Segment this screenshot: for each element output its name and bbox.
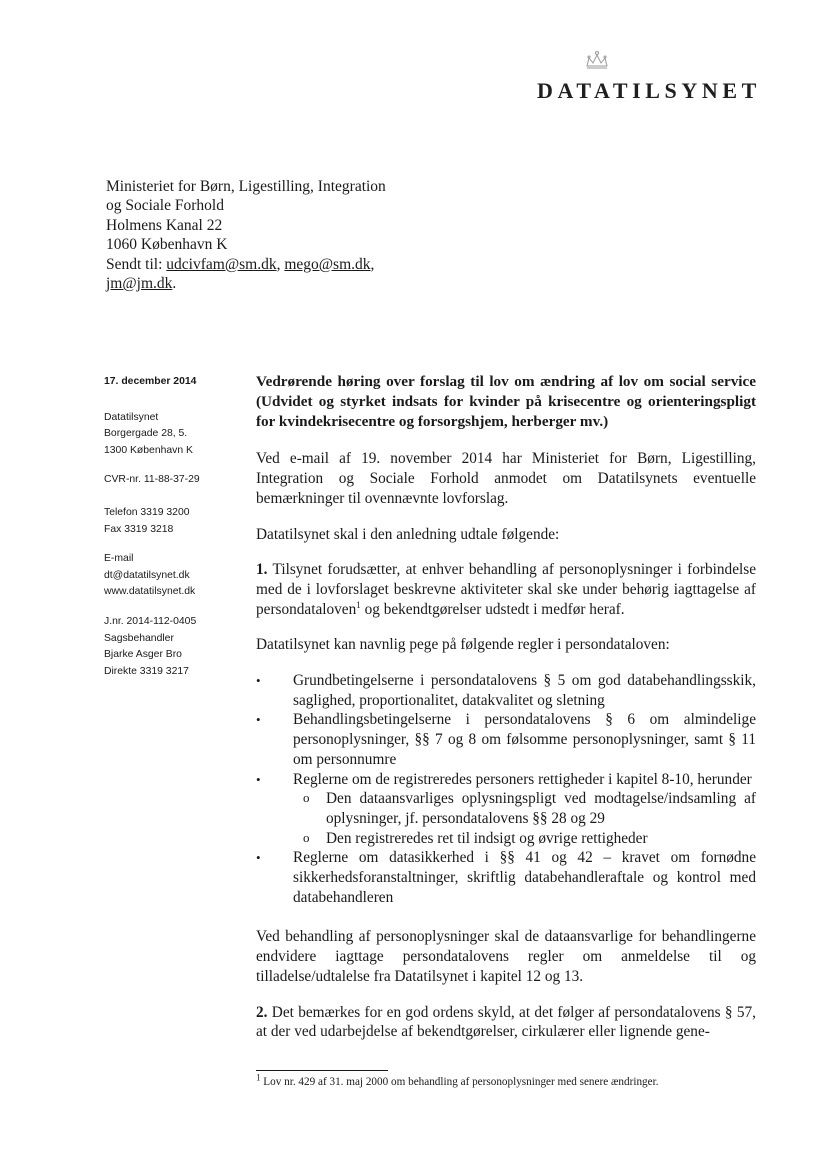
sub-list-item [293, 829, 756, 849]
phone-number: Telefon 3319 3200 [104, 506, 190, 518]
list-item-text: Grundbetingelserne i persondatalovens § 5 om god databehandlingsskik, saglighed, proportionalitet, datakvalitet og sletning [293, 672, 756, 709]
case-handler-phone: Direkte 3319 3217 [104, 665, 189, 677]
letter-subject: Vedrørende høring over forslag til lov om ændring af lov om social service (Udvidet og styrket indsats for kvinder på krisecentre og orienteringspligt for kvindekrisecentre og forsorgshjem, herberger mv.) [256, 373, 756, 430]
circle-bullet-icon: o [303, 790, 310, 806]
case-number: J.nr. 2014-112-0405 [104, 615, 197, 627]
sender-line: 1300 København K [104, 444, 193, 456]
recipient-address [106, 177, 436, 293]
point-1-text: Tilsynet forudsætter, at enhver behandling af personoplysninger i forbindelse med de i lovforslaget beskrevne aktiviteter skal ske under behørig iagttagelse af persondataloven [256, 561, 756, 618]
point-number: 2. [256, 1003, 268, 1021]
list-item [256, 710, 756, 769]
email-link[interactable]: mego@sm.dk [284, 255, 371, 273]
sent-to-label: Sendt til: [106, 255, 163, 273]
fax-number: Fax 3319 3218 [104, 523, 174, 535]
point-2-text: Det bemærkes for en god ordens skyld, at det følger af persondatalovens § 57, at der ved udarbejdelse af bekendtgørelser, cirkulærer eller lignende gene- [256, 1003, 756, 1041]
footnote-text: Lov nr. 429 af 31. maj 2000 om behandling af personoplysninger med senere ændringer. [263, 1076, 659, 1088]
case-block [104, 614, 244, 680]
sent-to-line: Sendt til: udcivfam@sm.dk, mego@sm.dk, [106, 255, 375, 273]
footnote-number: 1 [256, 1072, 261, 1083]
list-item-text: Reglerne om de registreredes personers rettigheder i kapitel 8-10, herunder [293, 770, 752, 788]
case-handler-name: Bjarke Asger Bro [104, 649, 182, 661]
sub-list-item-text: Den registreredes ret til indsigt og øvrige rettigheder [326, 829, 648, 847]
list-item [256, 770, 756, 849]
sub-list-item [293, 789, 756, 828]
sender-address [104, 410, 244, 460]
bullet-icon: • [256, 712, 261, 728]
list-item [256, 671, 756, 710]
point-1-text-end: og bekendtgørelser udstedt i medfør heraf. [364, 600, 625, 618]
recipient-line: og Sociale Forhold [106, 197, 224, 215]
bullet-icon: • [256, 850, 261, 866]
phone-block [104, 505, 244, 538]
sub-list-item-text: Den dataansvarliges oplysningspligt ved modtagelse/indsamling af oplysninger, jf. persondatalovens §§ 28 og 29 [326, 790, 756, 827]
letter-body [256, 372, 756, 1058]
letter-date: 17. december 2014 [104, 376, 197, 387]
list-item-text: Reglerne om datasikkerhed i §§ 41 og 42 – kravet om fornødne sikkerhedsforanstaltninger, skriftlig databehandleraftale og kontrol med databehandleren [293, 849, 756, 906]
contact-block [104, 551, 244, 601]
bullet-icon: • [256, 673, 261, 689]
sender-line: Borgergade 28, 5. [104, 428, 188, 440]
recipient-line: 1060 København K [106, 236, 228, 254]
sent-to-line-2: jm@jm.dk. [106, 275, 177, 293]
case-handler-label: Sagsbehandler [104, 632, 174, 644]
statement-paragraph: Datatilsynet skal i den anledning udtale følgende: [256, 525, 560, 543]
email-link[interactable]: udcivfam@sm.dk [166, 255, 277, 273]
footnote [256, 1074, 756, 1090]
sender-sidebar [104, 374, 244, 693]
point-2-paragraph [256, 1003, 756, 1042]
logo-text: DATATILSYNET [537, 78, 761, 103]
cvr-number: CVR-nr. 11-88-37-29 [104, 474, 200, 486]
sender-email[interactable]: dt@datatilsynet.dk [104, 569, 190, 581]
recipient-line: Ministeriet for Børn, Ligestilling, Integration [106, 178, 386, 195]
rules-list [256, 671, 756, 907]
bullet-icon: • [256, 771, 261, 787]
logo [537, 78, 761, 104]
footnote-reference: 1 [356, 599, 361, 610]
closing-paragraph: Ved behandling af personoplysninger skal de dataansvarlige for behandlingerne endvidere iagttage persondatalovens regler om anmeldelse til og tilladelse/udtalelse fra Datatilsynet i kapitel 12 og 13. [256, 928, 756, 985]
footnote-divider [256, 1070, 388, 1071]
point-1-paragraph [256, 560, 756, 619]
email-link[interactable]: jm@jm.dk [106, 275, 173, 293]
sender-line: Datatilsynet [104, 411, 159, 423]
intro-paragraph: Ved e-mail af 19. november 2014 har Ministeriet for Børn, Ligestilling, Integration og Sociale Forhold anmodet om Datatilsynets eventuelle bemærkninger til ovennævnte lovforslag. [256, 450, 756, 507]
point-number: 1. [256, 561, 268, 579]
circle-bullet-icon: o [303, 829, 310, 845]
cvr-block [104, 472, 244, 489]
recipient-line: Holmens Kanal 22 [106, 216, 223, 234]
crown-icon [584, 50, 610, 72]
sender-website[interactable]: www.datatilsynet.dk [104, 586, 196, 598]
email-label: E-mail [104, 553, 134, 565]
rules-intro-paragraph: Datatilsynet kan navnlig pege på følgende regler i persondataloven: [256, 636, 670, 654]
list-item [256, 848, 756, 907]
sub-list [293, 789, 756, 848]
list-item-text: Behandlingsbetingelserne i persondatalovens § 6 om almindelige personoplysninger, §§ 7 og 8 om følsomme personoplysninger, samt § 11 om personnumre [293, 711, 756, 768]
